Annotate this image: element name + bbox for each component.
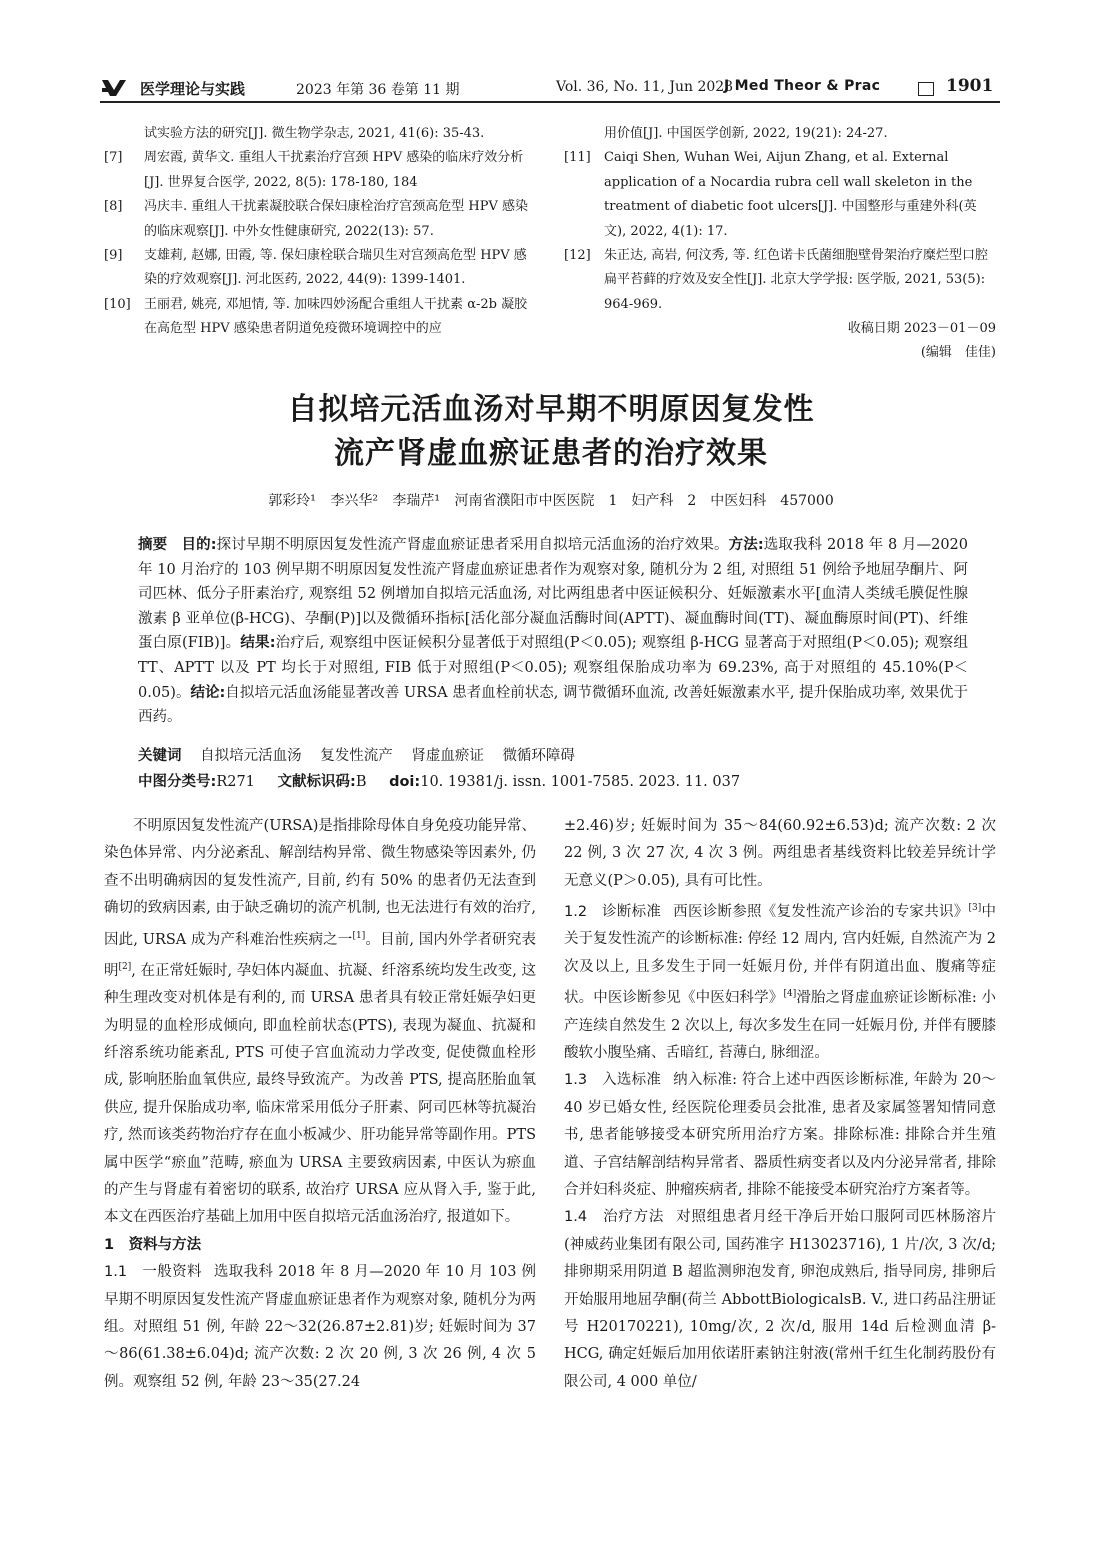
reference-item: [10] 王丽君, 姚亮, 邓旭情, 等. 加味四妙汤配合重组人干扰素 α-2b 凝胶在高危型 HPV 感染患者阴道免疫微环境调控中的应 [104,296,528,337]
citation: [1] [352,930,366,941]
objective-label: 目的: [181,537,217,553]
keyword: 微循环障碍 [502,748,575,764]
affiliation: 河南省濮阳市中医医院 1 妇产科 2 中医妇科 457000 [454,493,834,509]
classification-line [138,770,968,791]
abstract-label: 摘要 [138,537,168,553]
references-left [104,122,536,342]
abstract [138,533,968,730]
methods-text: 选取我科 2018 年 8 月—2020 年 10 月治疗的 103 例早期不明原因复发性流产肾虚血瘀证患者作为观察对象, 随机分为 2 组, 对照组 51 例给予地屈孕酮片、阿司匹林、低分子肝素治疗, 观察组 52 例增加自拟培元活血汤, 对比两组患者中医证候积分、妊娠激素水平[血清人类绒毛膜促性腺激素 β 亚单位(β-HCG)、孕酮(P)]以及微循环指标[活化部分凝血活酶时间(APTT)、凝血酶时间(TT)、凝血酶原时间(PT)、纤维蛋白原(FIB)]。 [138,537,969,652]
page-box-icon [918,82,934,96]
reference-item: [12] 朱正达, 高岩, 何汶秀, 等. 红色诺卡氏菌细胞壁骨架治疗糜烂型口腔扁平苔藓的疗效及安全性[J]. 北京大学学报: 医学版, 2021, 53(5): 964-969. [564,248,989,312]
subsection-label: 1.1 一般资料 [104,1264,202,1281]
doi-label: doi: [389,774,421,790]
journal-logo-icon [100,76,130,98]
author-line [0,490,1102,510]
subsection-label: 1.3 入选标准 [564,1072,662,1089]
journal-name-cn: 医学理论与实践 [140,80,246,98]
header-divider [100,101,1000,103]
subsection-paragraph: 1.3 入选标准 纳入标准: 符合上述中西医诊断标准, 年龄为 20～40 岁已婚女性, 经医院伦理委员会批准, 患者及家属签署知情同意书, 患者能够接受本研究所用治疗方案。排除标准: 排除合并生殖道、子宫结解剖结构异常者、器质性病变者以及内分泌异常者, 排除合并妇科炎症、肿瘤疾病者, 排除不能接受本研究治疗方案者等。 [564,1072,996,1198]
subsection-paragraph: 1.1 一般资料 选取我科 2018 年 8 月—2020 年 10 月 103 例早期不明原因复发性流产肾虚血瘀证患者作为观察对象, 随机分为两组。对照组 51 例, 年龄 22～32(26.87±2.81)岁; 妊娠时间为 37～86(61.38±6.04)d; 流产次数: 2 次 20 例, 3 次 26 例, 4 次 5 例。观察组 52 例, 年龄 23～35(27.24 [104,1264,536,1390]
cls-label: 中图分类号: [138,774,217,790]
section-heading: 1 资料与方法 [104,1236,202,1253]
continued-paragraph: ±2.46)岁; 妊娠时间为 35～84(60.92±6.53)d; 流产次数: 2 次 22 例, 3 次 27 次, 4 次 3 例。两组患者基线资料比较差异统计学无意义(P＞0.05), 具有可比性。 [564,818,996,889]
conclusion-text: 自拟培元活血汤能显著改善 URSA 患者血栓前状态, 调节微循环血流, 改善妊娠激素水平, 提升保胎成功率, 效果优于西药。 [138,684,968,726]
keyword: 自拟培元活血汤 [200,748,302,764]
citation: [2] [118,961,132,972]
keywords-label: 关键词 [138,748,182,764]
issue-info-cn: 2023 年第 36 卷第 11 期 [296,82,460,98]
doc-label: 文献标识码: [277,774,356,790]
volume-info-en: Vol. 36, No. 11, Jun 2023 [556,79,734,95]
subsection-label: 1.2 诊断标准 [564,904,662,921]
reference-item: [11] Caiqi Shen, Wuhan Wei, Aijun Zhang, et al. External application of a Nocardia rubra cell wall skeleton in the treatment of diabetic foot ulcers[J]. 中国整形与重建外科(英文), 2022, 4(1): 17. [564,150,977,239]
reference-item: 用价值[J]. 中国医学创新, 2022, 19(21): 24-27. [604,126,888,141]
cls-value: R271 [216,774,255,790]
citation: [3] [968,903,982,914]
subsection-paragraph: 1.4 治疗方法 对照组患者月经干净后开始口服阿司匹林肠溶片(神威药业集团有限公司, 国药准字 H13023716), 1 片/次, 3 次/d; 排卵期采用阴道 B 超监测卵泡发育, 卵泡成熟后, 指导同房, 排卵后开始服用地屈孕酮(荷兰 AbbottBiologicalsB. V., 进口药品注册证号 H20170221), 10mg/次, 2 次/d, 服用 14d 后检测血清 β-HCG, 确定妊娠后加用依诺肝素钠注射液(常州千红生化制药股份有限公司, 4 000 单位/ [564,1209,997,1390]
author: 郭彩玲¹ [268,493,316,509]
editor-note: (编辑 佳佳) [920,345,996,361]
reference-item: [8] 冯庆丰. 重组人干扰素凝胶联合保妇康栓治疗宫颈高危型 HPV 感染的临床观察[J]. 中外女性健康研究, 2022(13): 57. [104,199,529,239]
body-column-left [104,813,536,1396]
intro-paragraph: 不明原因复发性流产(URSA)是指排除母体自身免疫功能异常、染色体异常、内分泌紊乱、解剖结构异常、微生物感染等因素外, 仍查不出明确病因的复发性流产, 目前, 约有 50% 的患者仍无法查到确切的致病因素, 由于缺乏确切的流产机制, 也无法进行有效的治疗, 因此, URSA 成为产科难治性疾病之一[1]。目前, 国内外学者研究表明[2], 在正常妊娠时, 孕妇体内凝血、抗凝、纤溶系统均发生改变, 这种生理改变对机体是有利的, 而 URSA 患者具有较正常妊娠孕妇更为明显的血栓形成倾向, 即血栓前状态(PTS), 表现为凝血、抗凝和纤溶系统功能紊乱, PTS 可使子宫血流动力学改变, 促使微血栓形成, 影响胚胎血氧供应, 最终导致流产。为改善 PTS, 提高胚胎血氧供应, 提升保胎成功率, 临床常采用低分子肝素、阿司匹林等抗凝治疗, 然而该类药物治疗存在血小板减少、肝功能异常等副作用。PTS 属中医学“瘀血”范畴, 瘀血为 URSA 主要致病因素, 中医认为瘀血的产生与肾虚有着密切的联系, 故治疗 URSA 应从肾入手, 鉴于此, 本文在西医治疗基础上加用中医自拟培元活血汤治疗, 报道如下。 [104,818,537,1226]
objective-text: 探讨早期不明原因复发性流产肾虚血瘀证患者采用自拟培元活血汤的治疗效果。 [216,537,729,553]
page-header [100,76,1000,102]
page-number: 1901 [946,76,994,96]
doc-value: B [355,774,367,790]
body-column-right [564,813,996,1396]
reference-item: [7] 周宏霞, 黄华文. 重组人干扰素治疗宫颈 HPV 感染的临床疗效分析[J]. 世界复合医学, 2022, 8(5): 178-180, 184 [104,150,524,190]
methods-label: 方法: [728,537,764,553]
references-right [564,122,996,367]
keywords [138,744,968,765]
doi-value: 10. 19381/j. issn. 1001-7585. 2023. 11. 037 [420,774,741,790]
citation: [4] [783,989,797,1000]
conclusion-label: 结论: [190,684,226,701]
subsection-paragraph: 1.2 诊断标准 西医诊断参照《复发性流产诊治的专家共识》[3]中关于复发性流产的诊断标准: 停经 12 周内, 宫内妊娠, 自然流产为 2 次及以上, 且多发生于同一妊娠月份, 并伴有阴道出血、腹痛等症状。中医诊断参见《中医妇科学》[4]滑胎之肾虚血瘀证诊断标准: 小产连续自然发生 2 次以上, 每次多发生在同一妊娠月份, 并伴有腰膝酸软小腹坠痛、舌暗红, 苔薄白, 脉细涩。 [564,903,997,1061]
author: 李瑞芹¹ [392,493,441,509]
keyword: 肾虚血瘀证 [411,748,484,764]
journal-name-en: J Med Theor & Prac [724,78,881,94]
author: 李兴华² [330,493,378,509]
results-label: 结果: [240,635,276,652]
article-title: 自拟培元活血汤对早期不明原因复发性 流产肾虚血瘀证患者的治疗效果 [287,392,815,471]
keyword: 复发性流产 [320,748,393,764]
reference-item: [9] 支雄莉, 赵娜, 田霞, 等. 保妇康栓联合瑞贝生对宫颈高危型 HPV 感染的疗效观察[J]. 河北医药, 2022, 44(9): 1399-1401. [104,248,527,288]
subsection-label: 1.4 治疗方法 [564,1209,665,1226]
received-date: 收稿日期 2023－01－09 [847,321,996,337]
reference-item: 试实验方法的研究[J]. 微生物学杂志, 2021, 41(6): 35-43. [144,126,485,141]
results-text: 治疗后, 观察组中医证候积分显著低于对照组(P＜0.05); 观察组 β-HCG 显著高于对照组(P＜0.05); 观察组 TT、APTT 以及 PT 均长于对照组, FIB 低于对照组(P＜0.05); 观察组保胎成功率为 69.23%, 高于对照组的 45.10%(P＜0.05)。 [138,635,968,701]
